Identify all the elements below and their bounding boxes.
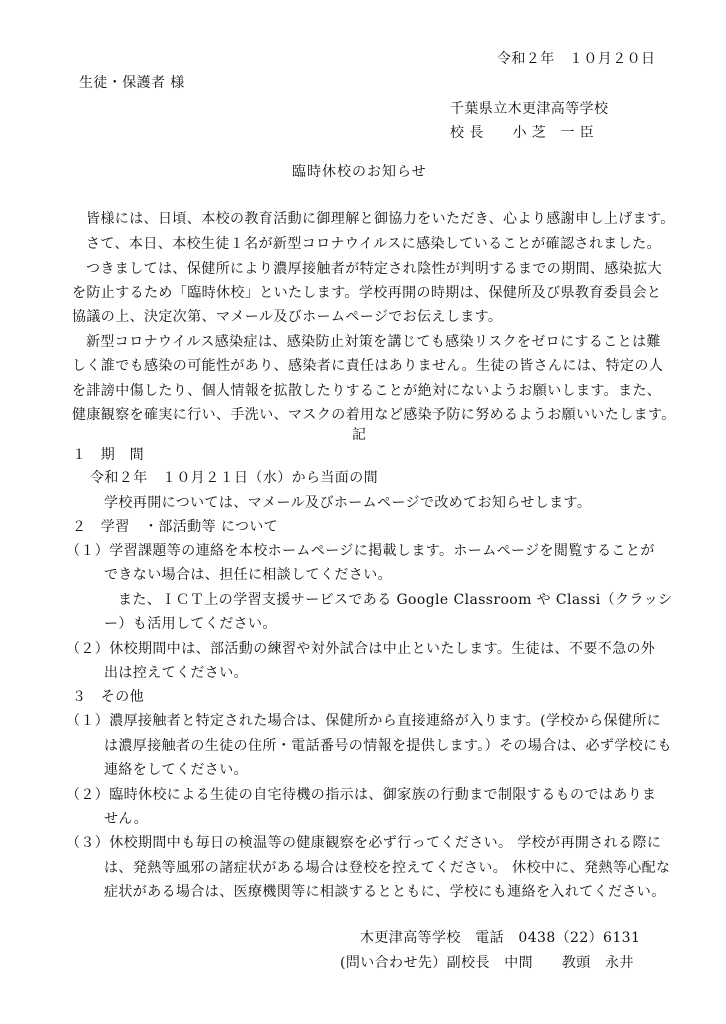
section-3-item-2-line-2: せん。: [104, 811, 149, 827]
section-2-item-1-line-1: （１）学習課題等の連絡を本校ホームページに掲載します。ホームページを閲覧することが: [66, 543, 655, 559]
document-title: 臨時休校のお知らせ: [292, 164, 427, 180]
section-1-period: 令和２年 １０月２１日（水）から当面の間: [90, 470, 378, 486]
section-2-heading: ２ 学習 ・部活動等 について: [72, 519, 279, 535]
principal-name: 校 長 小 芝 一 臣: [450, 125, 595, 141]
section-3-item-1-line-3: 連絡をしてください。: [104, 762, 248, 778]
body-paragraph-4-line-2: しく誰でも感染の可能性があり、感染者に責任はありません。生徒の皆さんには、特定の人: [72, 358, 664, 374]
section-3-item-2-line-1: （２）臨時休校による生徒の自宅待機の指示は、御家族の行動まで制限するものではありま: [66, 787, 657, 803]
ki-marker: 記: [352, 427, 367, 443]
contact-persons: (問い合わせ先）副校長 中間 教頭 永井: [340, 955, 634, 971]
section-3-item-1-line-2: は濃厚接触者の生徒の住所・電話番号の情報を提供します。）その場合は、必ず学校にも: [104, 738, 672, 754]
body-paragraph-3-line-2: を防止するため「臨時休校」といたします。学校再開の時期は、保健所及び県教育委員会と: [72, 285, 662, 301]
addressee: 生徒・保護者 様: [79, 75, 185, 91]
section-3-item-3-line-1: （３）休校期間中も毎日の検温等の健康観察を必ず行ってください。 学校が再開される際に: [66, 835, 662, 851]
body-paragraph-4-line-1: 新型コロナウイルス感染症は、感染防止対策を講じても感染リスクをゼロにすることは難: [86, 334, 661, 350]
body-paragraph-1: 皆様には、日頃、本校の教育活動に御理解と御協力をいただき、心より感謝申し上げます。: [86, 211, 675, 227]
body-paragraph-2: さて、本日、本校生徒１名が新型コロナウイルスに感染していることが確認されました。: [86, 236, 661, 252]
section-3-item-1-line-1: （１）濃厚接触者と特定された場合は、保健所から直接連絡が入ります。(学校から保健所に: [66, 713, 662, 729]
school-name: 千葉県立木更津高等学校: [450, 101, 609, 117]
body-paragraph-4-line-3: を誹謗中傷したり、個人情報を拡散したりすることが絶対にないようお願いします。また、: [72, 383, 662, 399]
section-2-item-2-line-2: 出は控えてください。: [104, 665, 248, 681]
body-paragraph-3-line-3: 協議の上、決定次第、マメール及びホームページでお伝えします。: [72, 309, 503, 325]
section-1-reopen-note: 学校再開については、マメール及びホームページで改めてお知らせします。: [104, 495, 592, 511]
section-3-heading: ３ その他: [72, 689, 144, 705]
section-2-item-1-line-3: また、ＩＣＴ上の学習支援サービスである Google Classroom や Classi（クラッシ: [118, 592, 673, 608]
contact-phone: 木更津高等学校 電話 0438（22）6131: [360, 930, 641, 946]
section-3-item-3-line-2: は、発熱等風邪の諸症状がある場合は登校を控えてください。 休校中に、発熱等心配な: [104, 860, 671, 876]
section-2-item-1-line-4: ー）も活用してください。: [104, 616, 277, 632]
section-2-item-2-line-1: （２）休校期間中は、部活動の練習や対外試合は中止といたします。生徒は、不要不急の外: [66, 641, 656, 657]
section-2-item-1-line-2: できない場合は、担任に相談してください。: [104, 567, 392, 583]
body-paragraph-3-line-1: つきましては、保健所により濃厚接触者が特定され陰性が判明するまでの期間、感染拡大: [86, 261, 662, 277]
section-3-item-3-line-3: 症状がある場合は、医療機関等に相談するとともに、学校にも連絡を入れてください。: [104, 884, 666, 900]
issue-date: 令和２年 １０月２０日: [497, 51, 656, 67]
body-paragraph-4-line-4: 健康観察を確実に行い、手洗い、マスクの着用など感染予防に努めるようお願いいたします。: [72, 407, 676, 423]
section-1-heading: １ 期 間: [72, 447, 144, 463]
